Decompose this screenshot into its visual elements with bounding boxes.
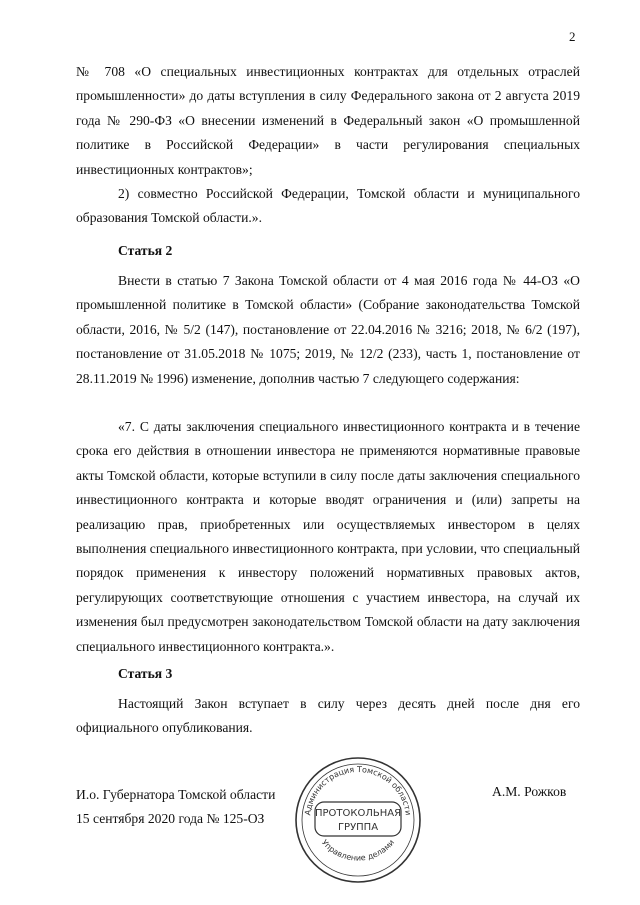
- article-3-heading: Статья 3: [118, 666, 173, 681]
- article-2-heading: Статья 2: [118, 243, 173, 258]
- law-date-number: 15 сентября 2020 года № 125-ОЗ: [76, 811, 265, 826]
- page-number: 2: [569, 29, 576, 44]
- stamp-graphic: [288, 750, 428, 890]
- signatory-title: И.о. Губернатора Томской области: [76, 787, 276, 802]
- article-3-text: Настоящий Закон вступает в силу через десять дней после дня его официального опубликования.: [76, 696, 580, 736]
- stamp-bottom-text: Управление делами: [319, 837, 397, 863]
- signatory-name: А.М. Рожков: [492, 784, 567, 799]
- article-2-quote: «7. С даты заключения специального инвестиционного контракта и в течение срока его действия в отношении инвестора не применяются нормативные правовые акты Томской области, которые вступили в силу после даты заключения специального инвестиционного контракта и которые вводят ограничения и (или) запреты на реализацию прав, приобретенных или осуществляемых инвестором в целях выполнения специального инвестиционного контракта, при условии, что специальный порядок применения к инвестору положений нормативных правовых актов, регулирующих соответствующие отношения с участием инвестора, на случай их изменения был предусмотрен законодательством Томской области на дату заключения специального инвестиционного контракта.».: [76, 419, 580, 654]
- stamp-center-line2: ГРУППА: [337, 822, 379, 833]
- paragraph-continuation: № 708 «О специальных инвестиционных контрактах для отдельных отраслей промышленности» до даты вступления в силу Федерального закона от 2 августа 2019 года № 290-ФЗ «О внесении изменений в Федеральный закон «О промышленной политике в Российской Федерации» в части регулирования специальных инвестиционных контрактов»;: [76, 64, 580, 177]
- stamp-outer-text: Администрация Томской области: [303, 764, 413, 816]
- paragraph-item-2: 2) совместно Российской Федерации, Томской области и муниципального образования Томской области.».: [76, 186, 580, 226]
- article-2-intro: Внести в статью 7 Закона Томской области от 4 мая 2016 года № 44-ОЗ «О промышленной политике в Томской области» (Собрание законодательства Томской области, 2016, № 5/2 (147), постановление от 22.04.2016 № 3216; 2018, № 6/2 (197), постановление от 31.05.2018 № 1075; 2019, № 12/2 (233), часть 1, постановление от 28.11.2019 № 1996) изменение, дополнив частью 7 следующего содержания:: [76, 273, 580, 386]
- stamp-center-line1: ПРОТОКОЛЬНАЯ: [314, 808, 402, 819]
- official-stamp: [288, 750, 428, 890]
